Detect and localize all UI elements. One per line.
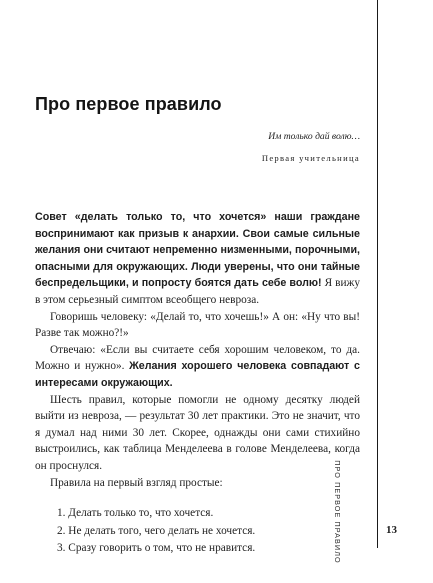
body-span: Говоришь человеку: «Делай то, что хочешь!» А он: «Ну что вы! Разве так можно?!» bbox=[35, 310, 360, 340]
body-text bbox=[35, 209, 360, 558]
rule-item: 3. Сразу говорить о том, что не нравится. bbox=[57, 542, 256, 555]
running-header: ПРО ПЕРВОЕ ПРАВИЛО bbox=[333, 460, 342, 564]
epigraph-author: Первая учительница bbox=[261, 153, 360, 163]
epigraph-quote: Им только дай волю… bbox=[268, 131, 360, 142]
body-span: Шесть правил, которые помогли не одному десятку людей выйти из невроза, — результат 30 лет практики. Это не значит, что я думал над ними 30 лет. Скорее, однажды они сами стихийно выстроились, как таблица Менделеева в голове Менделеева, когда он проснулся. bbox=[35, 393, 360, 472]
body-span: Правила на первый взгляд простые: bbox=[50, 476, 223, 489]
rule-item: 1. Делать только то, что хочется. bbox=[57, 507, 214, 520]
emphasis-text: Совет «делать только то, что хочется» наши граждане воспринимают как призыв к анархии. Свои самые сильные желания они считают непременно низменными, порочными, опасными для окружающих. Люди уверены, что они тайные беспредельщики, и попросту боятся дать себе волю! bbox=[35, 211, 360, 290]
paragraph bbox=[35, 475, 360, 492]
paragraph bbox=[35, 392, 360, 475]
emphasis-text: Желания хорошего человека совпадают с интересами окружающих. bbox=[35, 360, 360, 389]
paragraph bbox=[35, 209, 360, 309]
epigraph bbox=[262, 131, 360, 163]
paragraph bbox=[35, 309, 360, 342]
page-number: 13 bbox=[386, 524, 397, 536]
body-span: Отвечаю: «Если вы считаете себя хорошим человеком, то да. Можно и нужно». bbox=[35, 343, 360, 373]
margin-rule bbox=[377, 0, 378, 548]
paragraph bbox=[35, 342, 360, 392]
chapter-title: Про первое правило bbox=[35, 94, 222, 114]
body-span: Я вижу в этом серьезный симптом всеобщего невроза. bbox=[35, 277, 360, 306]
rules-list bbox=[35, 505, 360, 558]
rule-item: 2. Не делать того, чего делать не хочется. bbox=[57, 524, 256, 537]
